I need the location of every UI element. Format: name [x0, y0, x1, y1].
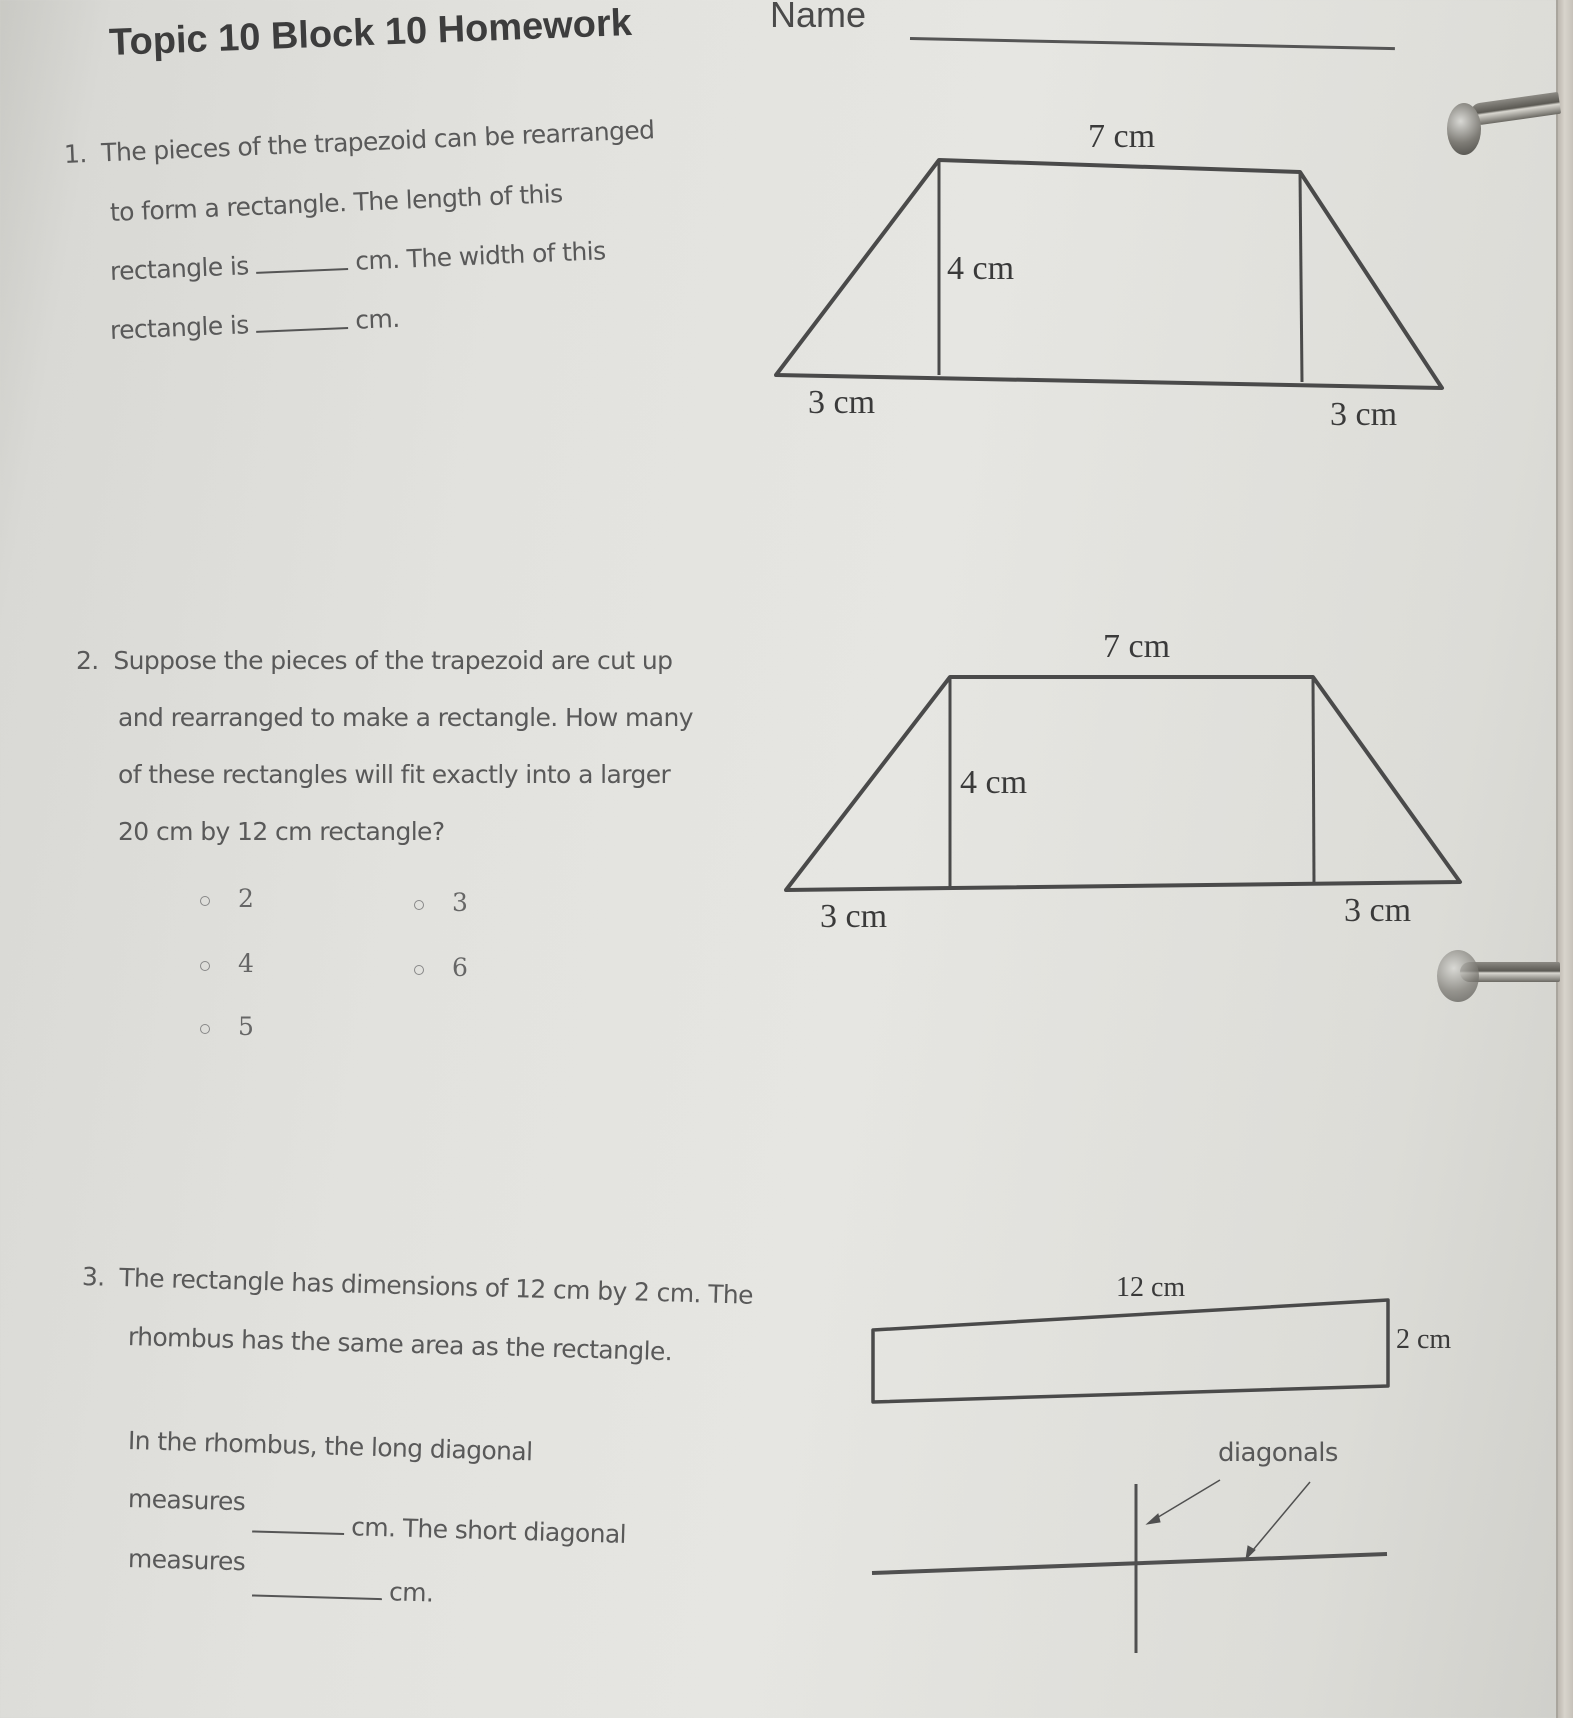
- trapezoid-1-bottom-right-label: 3 cm: [1330, 396, 1398, 433]
- rectangle-length-label: 12 cm: [1116, 1272, 1186, 1303]
- question-1-line-1: 1. The pieces of the trapezoid can be rearranged: [63, 115, 655, 169]
- question-3-line-3: In the rhombus, the long diagonal: [127, 1426, 533, 1467]
- question-1-line-4: rectangle is cm.: [109, 303, 401, 345]
- question-2-line-1: 2. Suppose the pieces of the trapezoid are cut up: [76, 646, 673, 675]
- trapezoid-2-bottom-left-label: 3 cm: [820, 898, 888, 935]
- question-number: 3.: [81, 1262, 106, 1292]
- length-answer-blank[interactable]: [256, 267, 348, 274]
- option-4[interactable]: 4: [200, 949, 254, 978]
- rectangle-width-label: 2 cm: [1396, 1324, 1452, 1355]
- question-3-line-5: measures cm.: [127, 1544, 434, 1608]
- option-3[interactable]: 3: [414, 888, 468, 917]
- question-number: 2.: [76, 646, 99, 675]
- short-diagonal-answer-blank[interactable]: [252, 1593, 382, 1600]
- name-label: Name: [770, 0, 867, 35]
- question-1-line-2: to form a rectangle. The length of this: [109, 179, 564, 227]
- option-5[interactable]: 5: [200, 1012, 254, 1041]
- question-2-line-3: of these rectangles will fit exactly into a larger: [118, 760, 671, 789]
- option-2[interactable]: 2: [200, 884, 254, 913]
- trapezoid-1-bottom-left-label: 3 cm: [808, 384, 876, 421]
- trapezoid-2-height-label: 4 cm: [960, 764, 1028, 801]
- question-3-line-2: rhombus has the same area as the rectangle.: [127, 1322, 673, 1367]
- name-field[interactable]: [910, 37, 1395, 50]
- radio-button[interactable]: [200, 961, 210, 971]
- radio-button[interactable]: [200, 896, 210, 906]
- trapezoid-1-height-label: 4 cm: [947, 250, 1015, 287]
- question-1-line-3: rectangle is cm. The width of this: [109, 236, 607, 286]
- notebook-page-edge: [1556, 0, 1573, 1718]
- width-answer-blank[interactable]: [256, 326, 348, 333]
- trapezoid-2-top-label: 7 cm: [1103, 628, 1171, 665]
- trapezoid-1-top-label: 7 cm: [1088, 118, 1156, 155]
- question-2-line-4: 20 cm by 12 cm rectangle?: [118, 817, 445, 846]
- radio-button[interactable]: [414, 900, 424, 910]
- question-2-line-2: and rearranged to make a rectangle. How many: [118, 703, 693, 732]
- radio-button[interactable]: [200, 1024, 210, 1034]
- question-3-line-4: measures cm. The short diagonal: [127, 1484, 627, 1549]
- long-diagonal-answer-blank[interactable]: [252, 1529, 344, 1535]
- option-6[interactable]: 6: [414, 953, 468, 982]
- diagonals-label: diagonals: [1218, 1438, 1338, 1468]
- question-number: 1.: [63, 139, 88, 169]
- worksheet-title: Topic 10 Block 10 Homework: [108, 1, 633, 65]
- trapezoid-2-bottom-right-label: 3 cm: [1344, 892, 1412, 929]
- radio-button[interactable]: [414, 965, 424, 975]
- question-3-line-1: 3. The rectangle has dimensions of 12 cm by 2 cm. The: [81, 1262, 754, 1310]
